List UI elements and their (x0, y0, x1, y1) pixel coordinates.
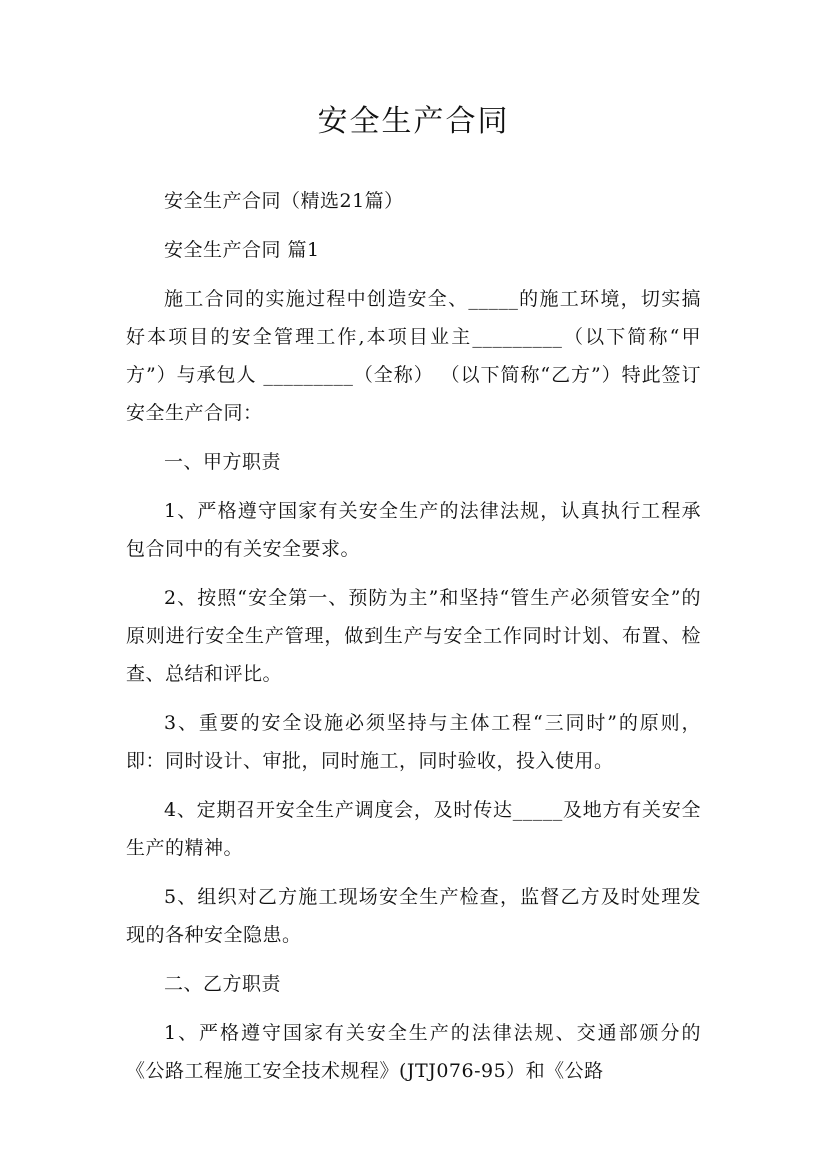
party-a-item-5: 5、组织对乙方施工现场安全生产检查，监督乙方及时处理发现的各种安全隐患。 (126, 886, 701, 946)
party-a-item-1: 1、严格遵守国家有关安全生产的法律法规，认真执行工程承包合同中的有关安全要求。 (126, 500, 701, 560)
heading-party-b-duties: 二、乙方职责 (164, 973, 282, 995)
party-b-item-1: 1、严格遵守国家有关安全生产的法律法规、交通部颁分的《公路工程施工安全技术规程》(JTJ076-95）和《公路 (126, 1022, 701, 1082)
document-body (126, 182, 701, 1090)
party-a-item-3: 3、重要的安全设施必须坚持与主体工程“三同时”的原则，即：同时设计、审批，同时施工，同时验收，投入使用。 (126, 712, 701, 772)
section-heading: 安全生产合同 篇1 (164, 239, 320, 261)
intro-paragraph: 施工合同的实施过程中创造安全、_____的施工环境，切实搞好本项目的安全管理工作,本项目业主_________（以下简称“甲方”）与承包人 _________（全称） （以下简称“乙方”）特此签订安全生产合同： (126, 288, 701, 424)
document-title: 安全生产合同 (317, 104, 510, 139)
party-a-item-2: 2、按照“安全第一、预防为主”和坚持“管生产必须管安全”的原则进行安全生产管理，做到生产与安全工作同时计划、布置、检查、总结和评比。 (126, 587, 701, 685)
heading-party-a-duties: 一、甲方职责 (164, 451, 282, 473)
doc-subtitle: 安全生产合同（精选21篇） (164, 190, 404, 212)
party-a-item-4: 4、定期召开安全生产调度会，及时传达_____及地方有关安全生产的精神。 (126, 799, 701, 859)
